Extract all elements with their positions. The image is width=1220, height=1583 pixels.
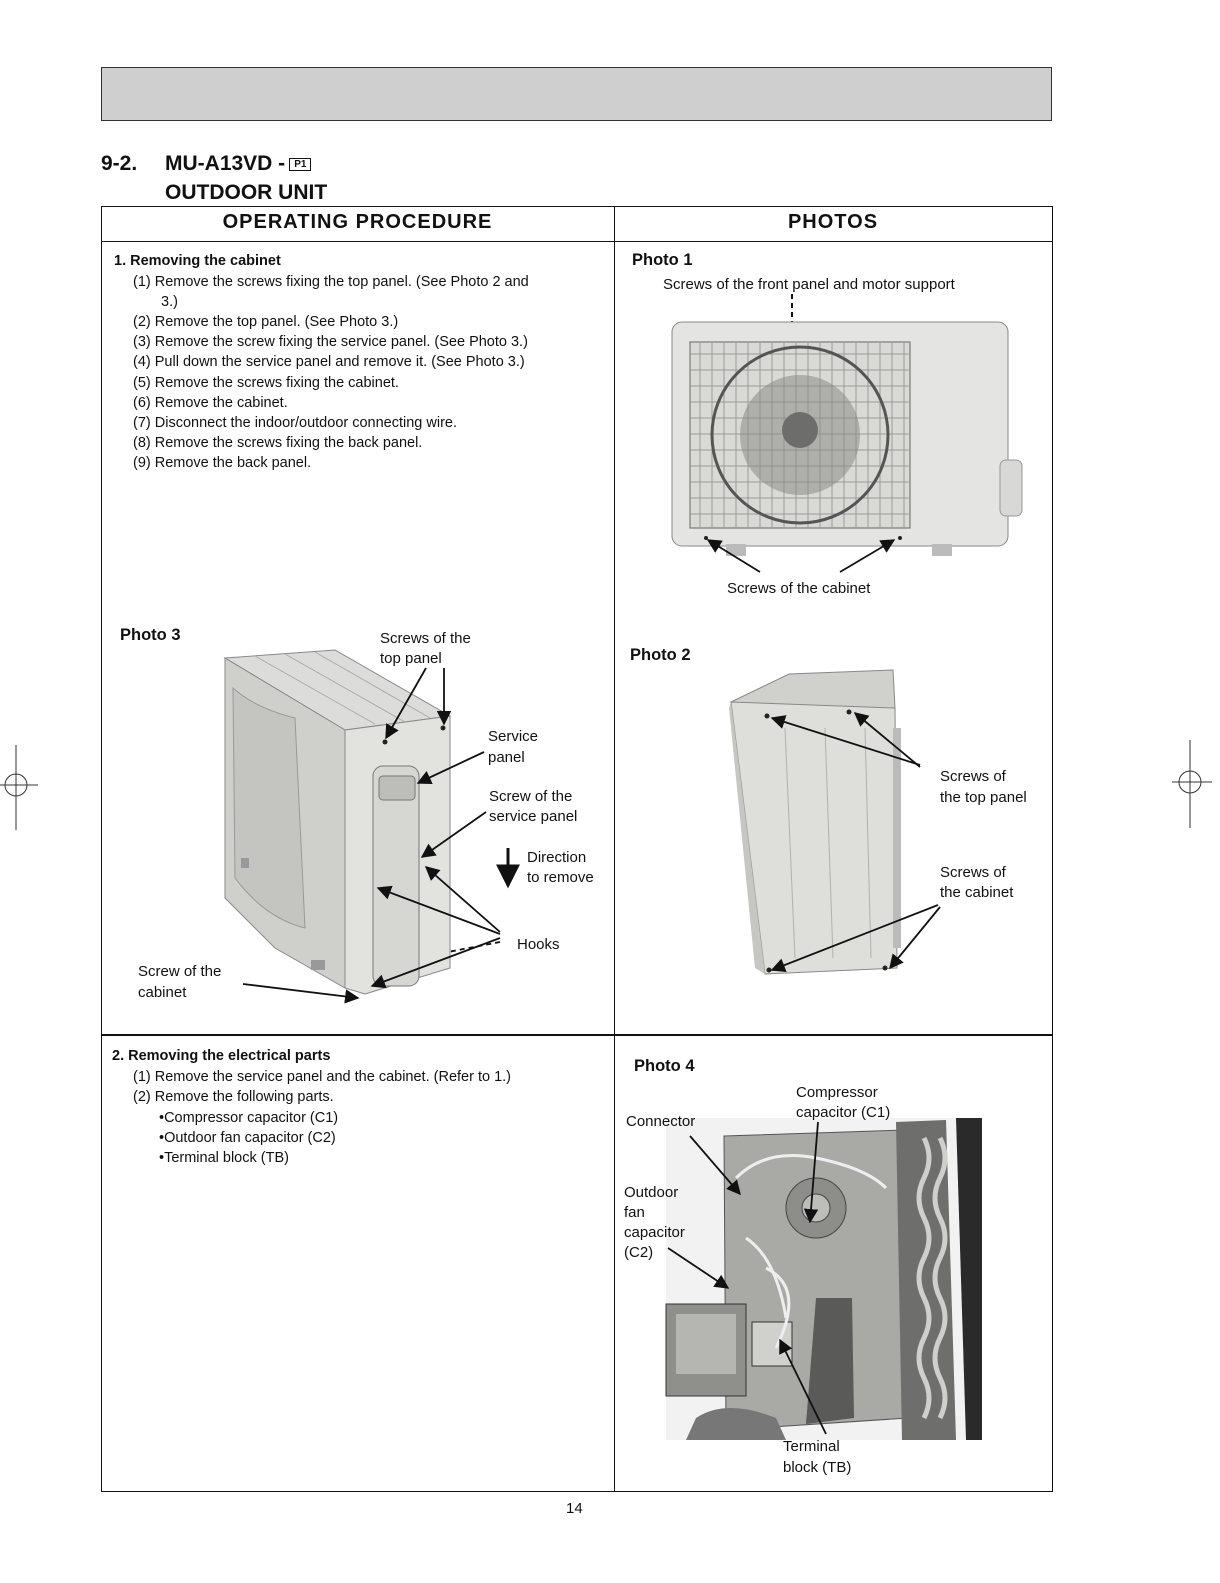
photo-1-label-front-panel: Screws of the front panel and motor support bbox=[663, 276, 955, 293]
procedure-1-step: (4) Pull down the service panel and remove it. (See Photo 3.) bbox=[133, 354, 525, 370]
procedure-1-step: (5) Remove the screws fixing the cabinet. bbox=[133, 375, 399, 391]
photo-3-label-top-panel-1: Screws of the bbox=[380, 630, 471, 647]
photo-1-label-cabinet-screws: Screws of the cabinet bbox=[727, 580, 871, 597]
photo-3-label-hooks: Hooks bbox=[517, 936, 560, 953]
photo-1-title: Photo 1 bbox=[632, 251, 693, 269]
photo-3-label-cabinet-1: Screw of the bbox=[138, 963, 222, 980]
photo-4-label-fan-4: (C2) bbox=[624, 1244, 654, 1261]
photo-3-label-service-2: panel bbox=[488, 749, 525, 766]
photo-3-label-top-panel-2: top panel bbox=[380, 650, 442, 667]
photo-3-label-screw-service-1: Screw of the bbox=[489, 788, 573, 805]
procedure-2-step: (2) Remove the following parts. bbox=[133, 1089, 334, 1105]
procedure-1-step: 3.) bbox=[161, 294, 178, 310]
procedure-1-step: (3) Remove the screw fixing the service panel. (See Photo 3.) bbox=[133, 334, 528, 350]
model-name: MU-A13VD - bbox=[165, 152, 286, 175]
procedure-1-step: (8) Remove the screws fixing the back panel. bbox=[133, 435, 423, 451]
photo-4-label-connector: Connector bbox=[626, 1113, 696, 1130]
model-badge: P1 bbox=[289, 158, 311, 171]
photo-2-label-cabinet-1: Screws of bbox=[940, 864, 1006, 881]
procedure-1-step: (1) Remove the screws fixing the top panel. (See Photo 2 and bbox=[133, 274, 529, 290]
procedure-1-step: (6) Remove the cabinet. bbox=[133, 395, 288, 411]
section-subtitle: OUTDOOR UNIT bbox=[165, 181, 328, 204]
procedure-1-step: (2) Remove the top panel. (See Photo 3.) bbox=[133, 314, 399, 330]
procedure-1-title: 1. Removing the cabinet bbox=[114, 253, 281, 269]
photo-4-label-fan-2: fan bbox=[624, 1204, 645, 1221]
photo-4-label-fan-1: Outdoor bbox=[624, 1184, 679, 1201]
photo-3-label-screw-service-2: service panel bbox=[489, 808, 578, 825]
photo-4-label-fan-3: capacitor bbox=[624, 1224, 685, 1241]
procedure-2-title: 2. Removing the electrical parts bbox=[112, 1048, 331, 1064]
photo-2-label-top-panel-1: Screws of bbox=[940, 768, 1006, 785]
procedure-1-step: (9) Remove the back panel. bbox=[133, 455, 312, 471]
photo-3-label-cabinet-2: cabinet bbox=[138, 984, 187, 1001]
photo-4-title: Photo 4 bbox=[634, 1057, 695, 1075]
photo-4-label-compressor-1: Compressor bbox=[796, 1084, 878, 1101]
photo-4-label-compressor-2: capacitor (C1) bbox=[796, 1104, 891, 1121]
page-number: 14 bbox=[566, 1500, 583, 1517]
section-number: 9-2. bbox=[101, 152, 138, 175]
column-header-photos: PHOTOS bbox=[787, 211, 879, 233]
photo-4-label-tb-2: block (TB) bbox=[783, 1459, 852, 1476]
photo-2-label-top-panel-2: the top panel bbox=[940, 789, 1027, 806]
procedure-2-step: •Terminal block (TB) bbox=[159, 1150, 289, 1166]
photo-2-label-cabinet-2: the cabinet bbox=[940, 884, 1014, 901]
photo-3-label-service-1: Service bbox=[488, 728, 539, 745]
photo-4-label-tb-1: Terminal bbox=[783, 1438, 840, 1455]
column-header-procedure: OPERATING PROCEDURE bbox=[222, 211, 493, 233]
photo-3-title: Photo 3 bbox=[120, 626, 181, 644]
procedure-2-step: •Compressor capacitor (C1) bbox=[159, 1110, 339, 1126]
procedure-2-step: •Outdoor fan capacitor (C2) bbox=[159, 1130, 336, 1146]
photo-2-title: Photo 2 bbox=[630, 646, 691, 664]
photo-3-label-direction-1: Direction bbox=[527, 849, 587, 866]
procedure-2-step: (1) Remove the service panel and the cabinet. (Refer to 1.) bbox=[133, 1069, 511, 1085]
procedure-1-step: (7) Disconnect the indoor/outdoor connecting wire. bbox=[133, 415, 458, 431]
photo-3-label-direction-2: to remove bbox=[527, 869, 594, 886]
